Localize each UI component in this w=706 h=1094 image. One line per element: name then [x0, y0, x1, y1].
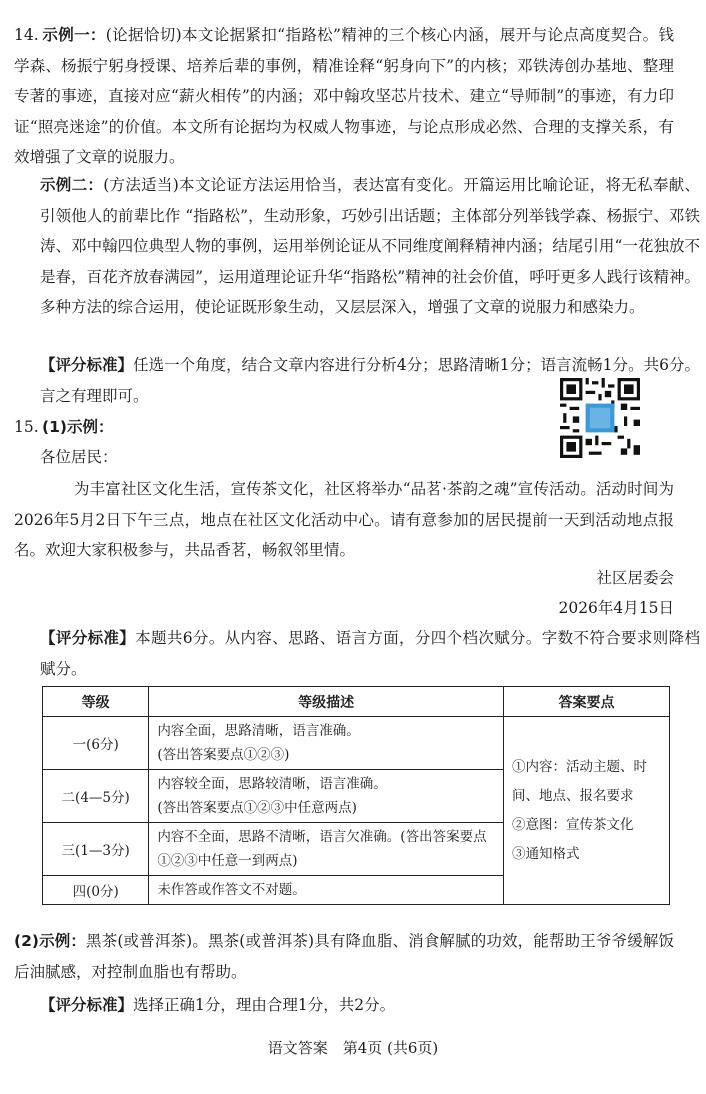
q15-criteria2 [14, 990, 700, 1021]
q14-ex1-label: 示例一： [42, 26, 106, 44]
desc-line: 内容不全面，思路不清晰，语言欠准确。(答出答案要点 [157, 829, 487, 845]
table-header: 等级 [43, 687, 149, 717]
q15-criteria-label: 【评分标准】 [40, 629, 136, 647]
desc-line: 未作答或作答文不对题。 [157, 882, 306, 898]
keypoint: ①内容：活动主题、时间、地点、报名要求 [511, 758, 647, 804]
q14-ex2-text: (方法适当)本文论证方法运用恰当，表达富有变化。开篇运用比喻论证，将无私奉献、引领他人的前辈比作 “指路松”，生动形象，巧妙引出话题；主体部分列举钱学森、杨振宁、邓铁涛、邓中翰四位典型人物的事例，运用举例论证从不同维度阐释精神内涵；结尾引用“一花独放不是春，百花齐放春满园”，运用道理论证升华“指路松”精神的社会价值，呼吁更多人践行该精神。多种方法的综合运用，使论证既形象生动，又层层深入，增强了文章的说服力和感染力。 [40, 176, 700, 316]
table-header: 等级描述 [149, 687, 504, 717]
table-row [43, 717, 670, 770]
q14-criteria-label: 【评分标准】 [40, 356, 134, 374]
grade-description [149, 717, 504, 770]
q14-ex1-text: (论据恰切)本文论据紧扣“指路松”精神的三个核心内涵，展开与论点高度契合。钱学森、杨振宁躬身授课、培养后辈的事例，精准诠释“躬身向下”的内核；邓铁涛创办基地、整理专著的事迹，直接对应“薪火相传”的内涵；邓中翰攻坚芯片技术、建立“导师制”的事迹，有力印证“照亮迷途”的价值。本文所有论据均为权威人物事迹，与论点形成必然、合理的支撑关系，有效增强了文章的说服力。 [14, 26, 674, 166]
q14-example2 [14, 170, 700, 323]
q15-part1-label: (1)示例： [42, 418, 114, 436]
grade-description [149, 876, 504, 905]
desc-line: ①②③中任意一到两点) [157, 853, 298, 869]
grade-level: 三(1—3分) [43, 823, 149, 876]
grading-table [42, 686, 670, 905]
notice-salutation: 各位居民： [40, 448, 118, 466]
grade-description [149, 770, 504, 823]
table-header-row [43, 687, 670, 717]
q15-part2-text: 黑茶(或普洱茶)。黑茶(或普洱茶)具有降血脂、消食解腻的功效，能帮助王爷爷缓解饭后油腻感，对控制血脂也有帮助。 [14, 932, 674, 981]
q14-example1 [14, 20, 674, 173]
q14-ex2-label: 示例二： [40, 176, 104, 194]
notice-date: 2026年4月15日 [558, 599, 674, 617]
q14-number: 14. [14, 26, 39, 44]
q15-part2 [14, 926, 674, 987]
grade-description [149, 823, 504, 876]
answer-keypoints [503, 717, 669, 905]
page-footer: 语文答案 第4页 (共6页) [267, 1039, 439, 1057]
grade-level: 二(4—5分) [43, 770, 149, 823]
desc-line: (答出答案要点①②③中任意两点) [157, 800, 357, 816]
table-header: 答案要点 [503, 687, 669, 717]
q15-number: 15. [14, 418, 39, 436]
q15-criteria2-label: 【评分标准】 [40, 996, 134, 1014]
desc-line: 内容全面，思路清晰，语言准确。 [157, 723, 360, 739]
desc-line: 内容较全面，思路较清晰，语言准确。 [157, 776, 387, 792]
notice-body: 为丰富社区文化生活，宣传茶文化，社区将举办“品茗·茶韵之魂”宣传活动。活动时间为2026年5月2日下午三点，地点在社区文化活动中心。请有意参加的居民提前一天到活动地点报名。欢迎大家积极参与，共品香茗，畅叙邻里情。 [14, 480, 674, 559]
grade-level: 一(6分) [43, 717, 149, 770]
q15-criteria-text: 本题共6分。从内容、思路、语言方面，分四个档次赋分。字数不符合要求则降档赋分。 [40, 629, 700, 678]
desc-line: (答出答案要点①②③) [157, 747, 290, 763]
q14-criteria-text: 任选一个角度，结合文章内容进行分析4分；思路清晰1分；语言流畅1分。共6分。言之有理即可。 [40, 356, 700, 405]
keypoint: ③通知格式 [511, 845, 580, 862]
q15-part1-heading [14, 412, 674, 443]
q15-criteria2-text: 选择正确1分，理由合理1分，共2分。 [133, 996, 396, 1014]
notice-signer: 社区居委会 [596, 569, 674, 587]
q15-criteria [14, 623, 700, 684]
grade-level: 四(0分) [43, 876, 149, 905]
q15-part2-label: (2)示例： [14, 932, 87, 950]
keypoint: ②意图：宣传茶文化 [511, 816, 634, 833]
